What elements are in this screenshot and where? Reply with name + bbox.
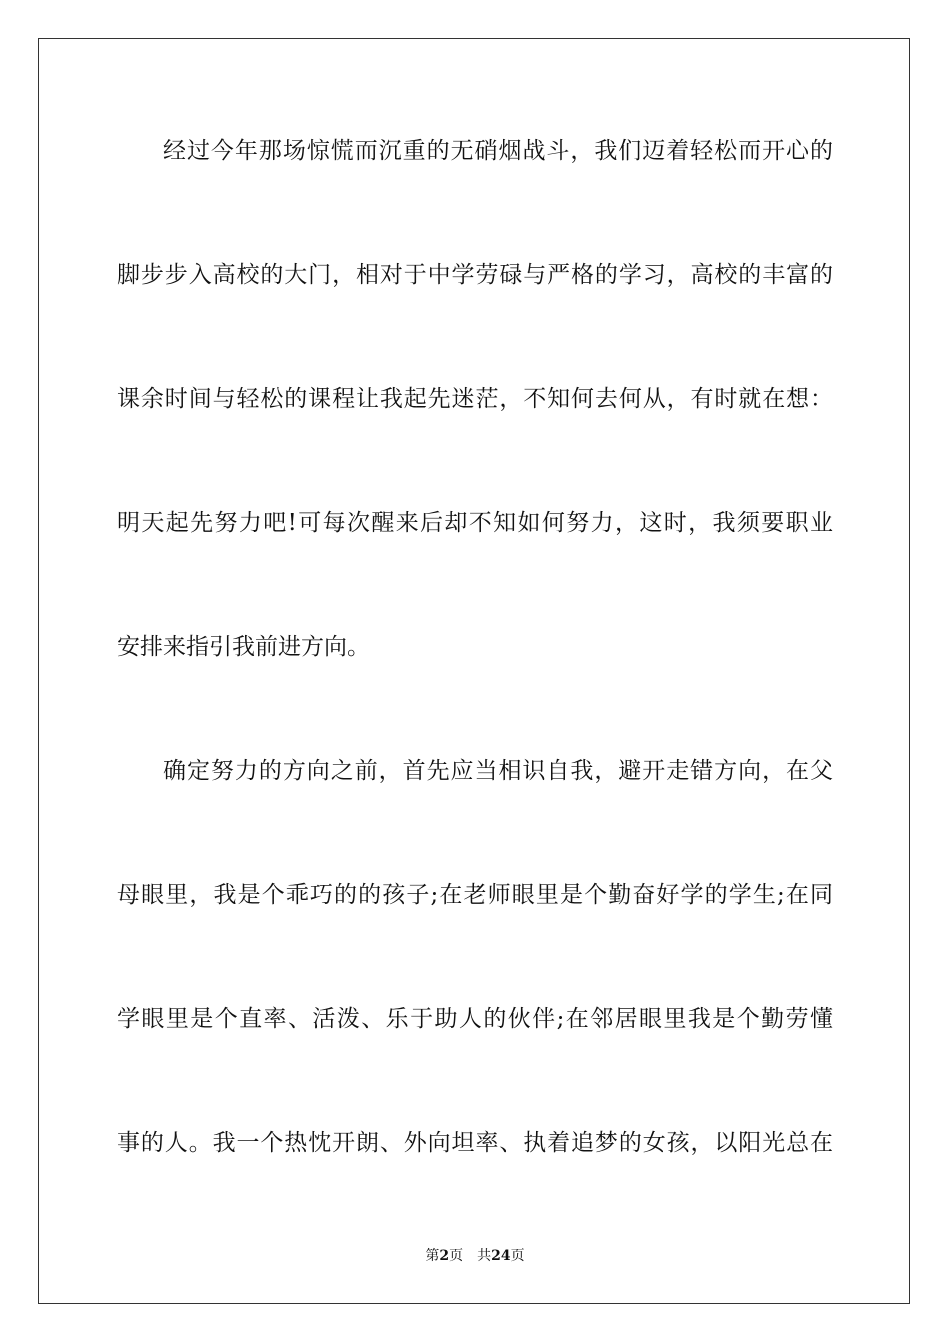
paragraph-2-line-2: 母眼里，我是个乖巧的的孩子;在老师眼里是个勤奋好学的学生;在同 <box>117 882 833 908</box>
paragraph-1-line-1: 经过今年那场惊慌而沉重的无硝烟战斗，我们迈着轻松而开心的 <box>163 138 833 164</box>
page-suffix: 页 <box>449 1248 464 1264</box>
current-page-number: 2 <box>439 1248 450 1264</box>
paragraph-1-line-5: 安排来指引我前进方向。 <box>117 634 370 660</box>
page-prefix: 第 <box>425 1248 440 1264</box>
paragraph-1-line-2: 脚步步入高校的大门，相对于中学劳碌与严格的学习，高校的丰富的 <box>117 262 833 288</box>
paragraph-1-line-3: 课余时间与轻松的课程让我起先迷茫，不知何去何从，有时就在想： <box>117 386 833 412</box>
page-border <box>38 38 910 1304</box>
total-prefix: 共 <box>477 1248 492 1264</box>
paragraph-2-line-3: 学眼里是个直率、活泼、乐于助人的伙伴;在邻居眼里我是个勤劳懂 <box>117 1006 833 1032</box>
page-footer <box>0 1247 950 1265</box>
paragraph-1-line-4: 明天起先努力吧!可每次醒来后却不知如何努力，这时，我须要职业 <box>117 510 833 536</box>
total-suffix: 页 <box>510 1248 525 1264</box>
total-pages-number: 24 <box>491 1248 511 1264</box>
paragraph-2-line-1: 确定努力的方向之前，首先应当相识自我，避开走错方向，在父 <box>163 758 833 784</box>
paragraph-2-line-4: 事的人。我一个热忱开朗、外向坦率、执着追梦的女孩，以阳光总在 <box>117 1130 833 1156</box>
